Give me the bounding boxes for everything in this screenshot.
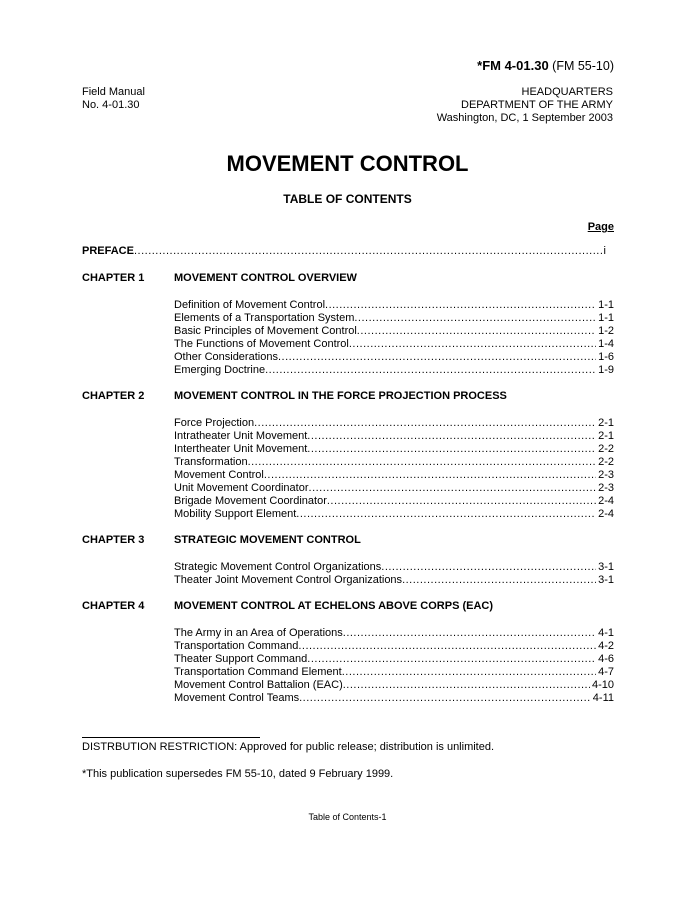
dot-leader: [264, 469, 596, 482]
toc-entry-title: Movement Control: [174, 469, 264, 481]
dot-leader: [381, 561, 596, 574]
chapter-section: [82, 271, 614, 377]
preface-entry[interactable]: [82, 244, 606, 258]
field-manual-no: No. 4-01.30: [82, 99, 140, 111]
toc-entry-title: Basic Principles of Movement Control: [174, 325, 357, 337]
toc-entry-title: Transportation Command Element: [174, 666, 342, 678]
dot-leader: [402, 574, 596, 587]
chapter-number: CHAPTER 1: [82, 272, 145, 284]
dot-leader: [349, 338, 596, 351]
toc-entry-page: 2-1: [598, 417, 614, 429]
toc-entry[interactable]: [174, 561, 614, 574]
toc-entry-title: Force Projection: [174, 417, 255, 429]
toc-entry[interactable]: [174, 312, 614, 325]
toc-entry[interactable]: [174, 508, 614, 521]
toc-entry-title: Transportation Command: [174, 640, 299, 652]
toc-entry-page: 4-7: [598, 666, 614, 678]
toc-entry-title: Elements of a Transportation System: [174, 312, 355, 324]
field-manual-label: Field Manual: [82, 86, 145, 98]
toc-entry-page: 1-4: [598, 338, 614, 350]
toc-entry[interactable]: [174, 640, 614, 653]
toc-entry-page: 1-1: [598, 299, 614, 311]
toc-entry-page: 4-10: [591, 679, 614, 691]
toc-entry[interactable]: [174, 469, 614, 482]
toc-entry-title: Emerging Doctrine: [174, 364, 266, 376]
chapter-title: MOVEMENT CONTROL OVERVIEW: [174, 272, 357, 284]
toc-entry-title: Intertheater Unit Movement: [174, 443, 308, 455]
toc-entry[interactable]: [174, 430, 614, 443]
dot-leader: [343, 627, 596, 640]
dot-leader: [296, 508, 596, 521]
toc-entry-title: Movement Control Battalion (EAC): [174, 679, 343, 691]
toc-entry-page: 4-11: [592, 692, 614, 704]
preface-label: PREFACE: [82, 245, 134, 257]
toc-entry-page: 1-6: [598, 351, 614, 363]
toc-entry-title: Movement Control Teams: [174, 692, 300, 704]
toc-entry-title: Definition of Movement Control: [174, 299, 326, 311]
chapter-entries: [174, 299, 614, 377]
dot-leader: [327, 495, 596, 508]
toc-entry-title: The Army in an Area of Operations: [174, 627, 343, 639]
toc-entry[interactable]: [174, 679, 614, 692]
toc-entry[interactable]: [174, 495, 614, 508]
toc-entry[interactable]: [174, 482, 614, 495]
preface-page: i: [603, 245, 606, 257]
chapter-entries: [174, 627, 614, 705]
fm-number: [477, 58, 614, 73]
chapter-number: CHAPTER 3: [82, 534, 145, 546]
headquarters-block: [437, 86, 613, 125]
chapter-heading[interactable]: [82, 271, 614, 285]
dot-leader: [298, 640, 596, 653]
page-footer: Table of Contents-1: [308, 812, 387, 822]
dot-leader: [299, 692, 591, 705]
toc-entry-page: 3-1: [598, 574, 614, 586]
chapter-title: MOVEMENT CONTROL AT ECHELONS ABOVE CORPS (EAC): [174, 600, 494, 612]
fm-main-number: *FM 4-01.30: [477, 58, 549, 73]
toc-entry-title: Transformation: [174, 456, 248, 468]
toc-entry-title: Other Considerations: [174, 351, 278, 363]
distribution-restriction: DISTRBUTION RESTRICTION: Approved for public release; distribution is unlimited.: [82, 741, 495, 753]
chapter-title: STRATEGIC MOVEMENT CONTROL: [174, 534, 361, 546]
dot-leader: [342, 666, 596, 679]
chapter-heading[interactable]: [82, 533, 614, 547]
dot-leader: [248, 456, 597, 469]
dot-leader: [357, 325, 596, 338]
chapter-entries: [174, 417, 614, 521]
toc-entry-title: Theater Joint Movement Control Organizations: [174, 574, 403, 586]
toc-heading: TABLE OF CONTENTS: [283, 192, 412, 206]
dot-leader: [265, 364, 596, 377]
toc-entry-page: 3-1: [598, 561, 614, 573]
toc-entry-page: 1-2: [598, 325, 614, 337]
chapter-number: CHAPTER 4: [82, 600, 145, 612]
toc-entry-page: 1-1: [598, 312, 614, 324]
fm-previous-number: (FM 55-10): [552, 59, 614, 73]
toc-entry-title: Strategic Movement Control Organizations: [174, 561, 382, 573]
chapter-heading[interactable]: [82, 389, 614, 403]
chapter-section: [82, 599, 614, 705]
dot-leader: [254, 417, 596, 430]
page-column-label: Page: [587, 221, 614, 233]
toc-entry[interactable]: [174, 338, 614, 351]
toc-entry-page: 1-9: [598, 364, 614, 376]
dot-leader: [278, 351, 596, 364]
toc-entry[interactable]: [174, 325, 614, 338]
chapter-number: CHAPTER 2: [82, 390, 145, 402]
supersedes-note: *This publication supersedes FM 55-10, dated 9 February 1999.: [82, 768, 394, 780]
toc-entry-page: 2-3: [598, 482, 614, 494]
toc-entry-page: 2-2: [598, 456, 614, 468]
dot-leader: [309, 482, 597, 495]
dot-leader: [307, 443, 596, 456]
document-title: MOVEMENT CONTROL: [226, 151, 469, 176]
chapter-heading[interactable]: [82, 599, 614, 613]
toc-entry-page: 4-6: [598, 653, 614, 665]
toc-entry[interactable]: [174, 666, 614, 679]
hq-line-2: DEPARTMENT OF THE ARMY: [461, 99, 613, 111]
toc-entry[interactable]: [174, 627, 614, 640]
toc-entry-title: The Functions of Movement Control: [174, 338, 349, 350]
chapter-section: [82, 533, 614, 587]
toc-entry[interactable]: [174, 351, 614, 364]
toc-entry-title: Theater Support Command: [174, 653, 308, 665]
toc-entry-page: 2-3: [598, 469, 614, 481]
hq-line-3: Washington, DC, 1 September 2003: [436, 112, 613, 124]
toc-entry-page: 4-1: [598, 627, 614, 639]
toc-entry[interactable]: [174, 456, 614, 469]
field-manual-block: [82, 86, 145, 112]
footnote-rule: [82, 737, 260, 738]
dot-leader: [343, 679, 590, 692]
toc-entry-page: 2-1: [598, 430, 614, 442]
toc-entry[interactable]: [174, 417, 614, 430]
chapter-section: [82, 389, 614, 521]
dot-leader: [134, 244, 604, 258]
toc-entry[interactable]: [174, 653, 614, 666]
toc-entry-title: Mobility Support Element: [174, 508, 297, 520]
toc-entry-page: 4-2: [598, 640, 614, 652]
dot-leader: [307, 653, 596, 666]
toc-entry-title: Unit Movement Coordinator: [174, 482, 309, 494]
toc-entry[interactable]: [174, 574, 614, 587]
chapter-entries: [174, 561, 614, 587]
toc-entry-page: 2-4: [598, 495, 614, 507]
toc-entry[interactable]: [174, 299, 614, 312]
toc-entry[interactable]: [174, 692, 614, 705]
dot-leader: [325, 299, 596, 312]
toc-entry[interactable]: [174, 364, 614, 377]
dot-leader: [307, 430, 596, 443]
toc-entry[interactable]: [174, 443, 614, 456]
hq-line-1: HEADQUARTERS: [521, 86, 613, 98]
toc-entry-title: Intratheater Unit Movement: [174, 430, 308, 442]
dot-leader: [354, 312, 596, 325]
toc-entry-page: 2-2: [598, 443, 614, 455]
toc-entry-page: 2-4: [598, 508, 614, 520]
toc-entry-title: Brigade Movement Coordinator: [174, 495, 327, 507]
chapter-title: MOVEMENT CONTROL IN THE FORCE PROJECTION PROCESS: [174, 390, 507, 402]
